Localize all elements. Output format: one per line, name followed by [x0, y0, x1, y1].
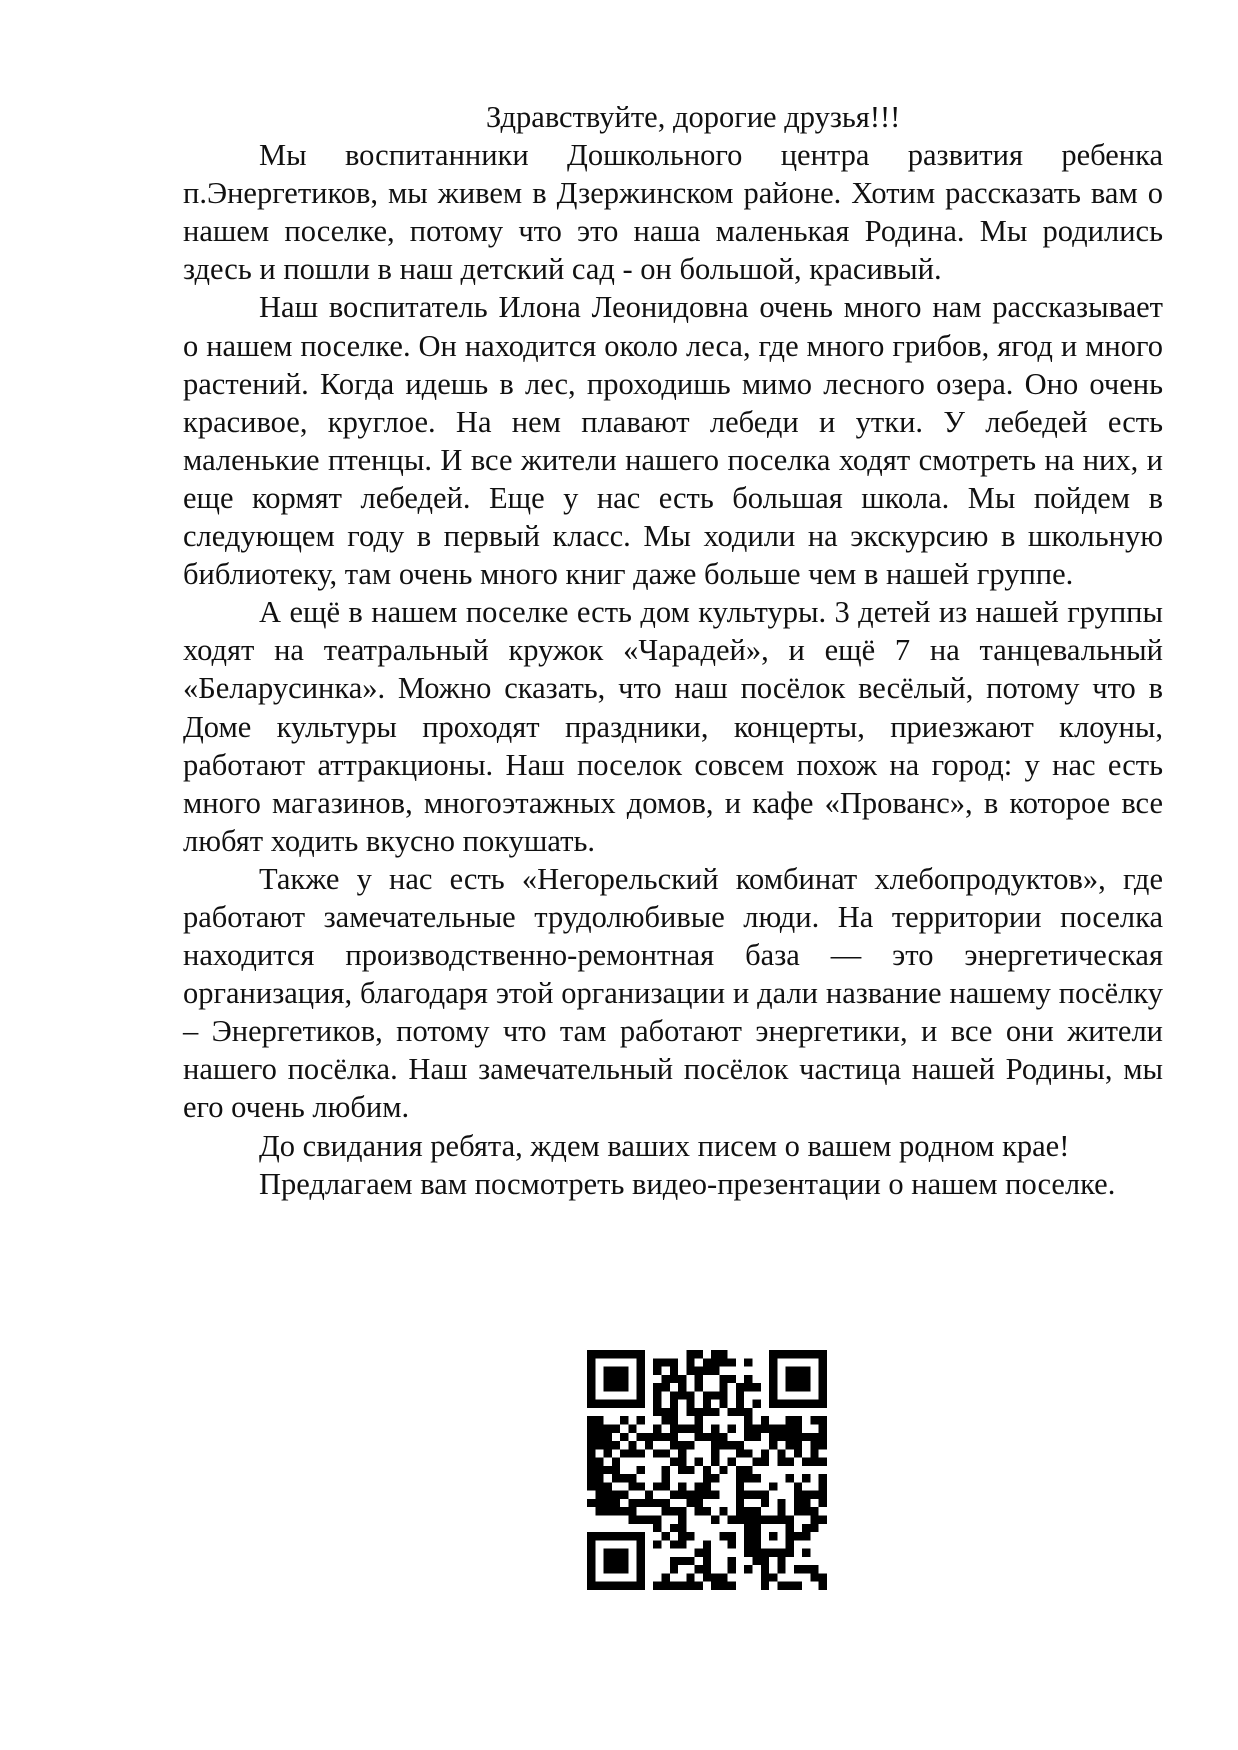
letter-paragraph-2: Наш воспитатель Илона Леонидовна очень много нам рассказывает о нашем поселке. Он находится около леса, где много грибов, ягод и много растений. Когда идешь в лес, проходишь мимо лесного озера. Оно очень красивое, круглое. На нем плавают лебеди и утки. У лебедей есть маленькие птенцы. И все жители нашего поселка ходят смотреть на них, и еще кормят лебедей. Еще у нас есть большая школа. Мы пойдем в следующем году в первый класс. Мы ходили на экскурсию в школьную библиотеку, там очень много книг даже больше чем в нашей группе.	[183, 290, 1163, 592]
qr-code-icon[interactable]	[587, 1350, 827, 1590]
letter-paragraph-3: А ещё в нашем поселке есть дом культуры. 3 детей из нашей группы ходят на театральный кружок «Чарадей», и ещё 7 на танцевальный «Беларусинка». Можно сказать, что наш посёлок весёлый, потому что в Доме культуры проходят праздники, концерты, приезжают клоуны, работают аттракционы. Наш поселок совсем похож на город: у нас есть много магазинов, многоэтажных домов, и кафе «Прованс», в которое все любят ходить вкусно покушать.	[183, 595, 1163, 858]
letter-paragraph-6: Предлагаем вам посмотреть видео-презентации о нашем поселке.	[259, 1166, 1116, 1201]
letter-body	[183, 98, 1163, 1203]
letter-paragraph-1: Мы воспитанники Дошкольного центра развития ребенка п.Энергетиков, мы живем в Дзержинском районе. Хотим рассказать вам о нашем поселке, потому что это наша маленькая Родина. Мы родились здесь и пошли в наш детский сад - он большой, красивый.	[183, 138, 1163, 287]
letter-greeting: Здравствуйте, дорогие друзья!!!	[486, 100, 901, 134]
letter-paragraph-5: До свидания ребята, ждем ваших писем о вашем родном крае!	[259, 1128, 1070, 1163]
qr-code-graphic	[587, 1350, 827, 1590]
letter-paragraph-4: Также у нас есть «Негорельский комбинат хлебопродуктов», где работают замечательные трудолюбивые люди. На территории поселка находится производственно-ремонтная база — это энергетическая организация, благодаря этой организации и дали название нашему посёлку – Энергетиков, потому что там работают энергетики, и все они жители нашего посёлка. Наш замечательный посёлок частица нашей Родины, мы его очень любим.	[183, 861, 1163, 1125]
